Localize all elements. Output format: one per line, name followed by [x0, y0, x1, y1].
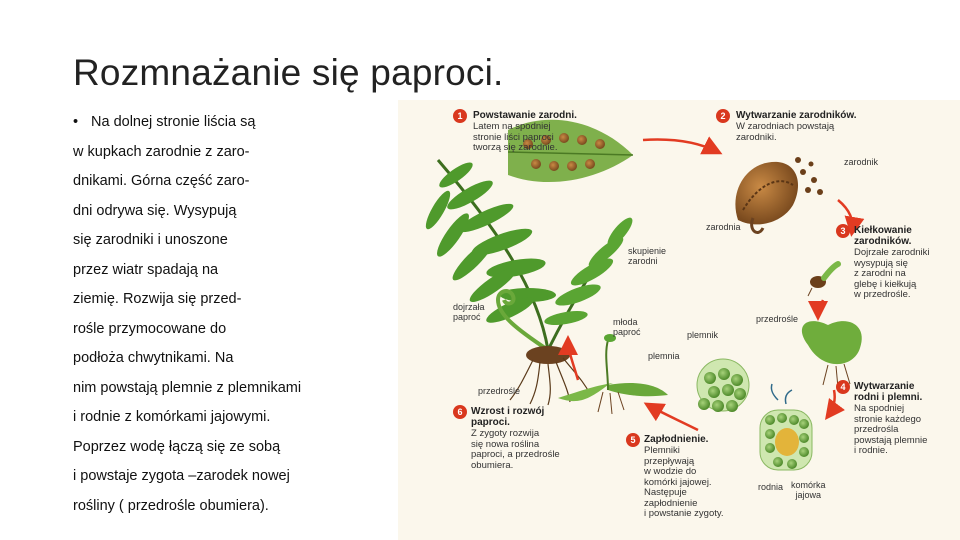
step-description: Z zygoty rozwija się nowa roślina paproci, a przedrośle obumiera. [471, 428, 560, 471]
step-description: W zarodniach powstają zarodniki. [736, 121, 835, 143]
body-line: w kupkach zarodnie z zaro- [73, 143, 250, 160]
bullet-icon: • [73, 114, 79, 130]
step-title: Wzrost i rozwój paproci. [471, 406, 545, 428]
step-description: Plemniki przepływają w wodzie do komórki jajowej. Następuje zapłodnienie i powstanie zygoty. [644, 445, 724, 519]
sporangium-illustration [735, 157, 823, 233]
label-zarodnik: zarodnik [844, 157, 879, 167]
body-line: nim powstają plemnie z plemnikami [73, 379, 302, 396]
slide-title: Rozmnażanie się paproci. [73, 52, 504, 93]
young-fern-illustration [558, 334, 668, 414]
body-line: ziemię. Rozwija się przed- [73, 291, 242, 307]
body-text [73, 108, 403, 521]
mature-fern-illustration [422, 159, 636, 405]
step-number-badge: 1 [453, 109, 467, 123]
step-number-badge: 6 [453, 405, 467, 419]
step-description: Latem na spodniej stronie liści paproci tworzą się zarodnie. [473, 121, 558, 153]
label-skupienie-zarodni: skupienie zarodni [628, 246, 667, 266]
body-line: i powstaje zygota –zarodek nowej [73, 468, 290, 484]
label-przedrosle-right: przedrośle [756, 314, 799, 324]
body-line: podłoża chwytnikami. Na [73, 350, 234, 366]
germinating-spore-illustration [808, 264, 838, 296]
step-number-badge: 5 [626, 433, 640, 447]
label-mloda-paproc: młoda paproć [613, 317, 641, 337]
step-description: Na spodniej stronie każdego przedrośla powstają plemnie i rodnie. [854, 403, 928, 456]
step-number-badge: 2 [716, 109, 730, 123]
body-line: • Na dolnej stronie liścia są [73, 108, 403, 138]
fern-lifecycle-diagram [398, 100, 960, 540]
step-title: Kiełkowanie zarodników. [854, 225, 912, 247]
body-line: rośliny ( przedrośle obumiera). [73, 497, 269, 514]
label-rodnia: rodnia [758, 482, 784, 492]
step-title: Powstawanie zarodni. [473, 110, 577, 121]
step-title: Wytwarzanie zarodników. [736, 110, 857, 121]
label-dojrzala-paproc: dojrzała paproć [453, 302, 485, 322]
label-komorka-jajowa: komórka jajowa [791, 480, 826, 500]
label-zarodnia: zarodnia [706, 222, 741, 232]
step-number-badge: 3 [836, 224, 850, 238]
label-plemnik: plemnik [687, 330, 719, 340]
step-title: Wytwarzanie rodni i plemni. [854, 381, 923, 403]
body-line: przez wiatr spadają na [73, 261, 219, 278]
body-line: i rodnie z komórkami jajowymi. [73, 409, 271, 425]
step-title: Zapłodnienie. [644, 434, 709, 445]
label-plemnia: plemnia [648, 351, 680, 361]
prothallus-illustration [802, 321, 862, 388]
step-number-badge: 4 [836, 380, 850, 394]
label-przedrosle-left: przedrośle [478, 386, 521, 396]
step-description: Dojrzałe zarodniki wysypują się z zarodni na glebę i kiełkują w przedrośle. [854, 247, 930, 300]
body-line: Poprzez wodę łączą się ze sobą [73, 438, 281, 455]
body-line: rośle przymocowane do [73, 320, 227, 337]
body-line: dnikami. Górna część zaro- [73, 173, 250, 189]
body-line: się zarodniki i unoszone [73, 232, 228, 248]
body-line: dni odrywa się. Wysypują [73, 202, 237, 219]
